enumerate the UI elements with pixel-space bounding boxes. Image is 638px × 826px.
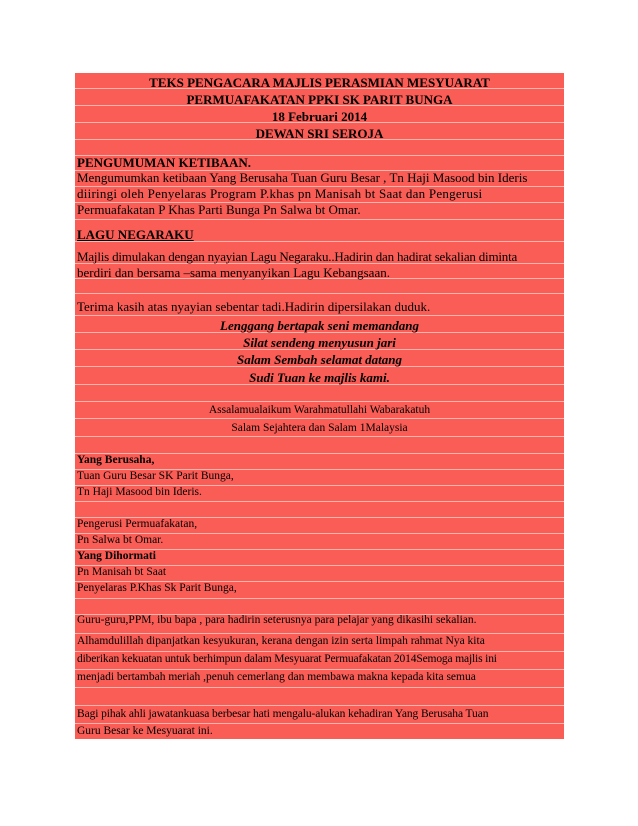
row-divider [75, 598, 564, 599]
paragraph-line: Tn Haji Masood bin Ideris. [77, 486, 202, 498]
paragraph-line: Guru-guru,PPM, ibu bapa , para hadirin seterusnya para pelajar yang dikasihi sekalian. [77, 614, 477, 626]
row-divider [75, 687, 564, 688]
paragraph-line: Pn Manisah bt Saat [77, 566, 167, 578]
paragraph-line: Guru Besar ke Mesyuarat ini. [77, 725, 213, 737]
document-title-line2: PERMUAFAKATAN PPKI SK PARIT BUNGA [186, 92, 453, 107]
row-divider [75, 633, 564, 634]
paragraph-line: Bagi pihak ahli jawatankuasa berbesar hati mengalu-alukan kehadiran Yang Berusaha Tuan [77, 708, 489, 720]
paragraph-line: Alhamdulillah dipanjatkan kesyukuran, kerana dengan izin serta limpah rahmat Nya kita [77, 635, 485, 647]
pantun-line: Lenggang bertapak seni memandang [220, 318, 419, 333]
document-date: 18 Februari 2014 [271, 109, 368, 124]
paragraph-line: berdiri dan bersama –sama menyanyikan Lagu Kebangsaan. [77, 265, 390, 280]
row-divider [75, 418, 564, 419]
section-heading-lagu: LAGU NEGARAKU [77, 227, 194, 242]
paragraph-line: Penyelaras P.Khas Sk Parit Bunga, [77, 582, 237, 594]
row-divider [75, 293, 564, 294]
paragraph-line: Tuan Guru Besar SK Parit Bunga, [77, 470, 234, 482]
salam-line: Assalamualaikum Warahmatullahi Wabarakatuh [208, 404, 431, 416]
document-page [75, 73, 564, 739]
paragraph-line: Permuafakatan P Khas Parti Bunga Pn Salwa bt Omar. [77, 202, 361, 217]
salam-line: Salam Sejahtera dan Salam 1Malaysia [231, 422, 408, 434]
paragraph-line: Pengerusi Permuafakatan, [77, 518, 198, 530]
document-title-line1: TEKS PENGACARA MAJLIS PERASMIAN MESYUARAT [149, 75, 490, 90]
row-divider [75, 669, 564, 670]
row-divider [75, 705, 564, 706]
row-divider [75, 219, 564, 220]
paragraph-line: menjadi bertambah meriah ,penuh cemerlang dan membawa makna kepada kita semua [77, 671, 476, 683]
paragraph-line: Pn Salwa bt Omar. [77, 534, 164, 546]
row-divider [75, 723, 564, 724]
paragraph-line: Majlis dimulakan dengan nyayian Lagu Negaraku..Hadirin dan hadirat sekalian diminta [77, 249, 518, 264]
pantun-line: Salam Sembah selamat datang [236, 352, 403, 367]
section-heading-dihormati: Yang Dihormati [77, 550, 156, 562]
paragraph-line: Terima kasih atas nyayian sebentar tadi.Hadirin dipersilakan duduk. [77, 299, 431, 314]
section-heading-berusaha: Yang Berusaha, [77, 454, 155, 466]
row-divider [75, 436, 564, 437]
paragraph-line: diberikan kekuatan untuk berhimpun dalam Mesyuarat Permuafakatan 2014Semoga majlis ini [77, 653, 497, 665]
row-divider [75, 315, 564, 316]
row-divider [75, 651, 564, 652]
row-divider [75, 501, 564, 502]
paragraph-line: diiringi oleh Penyelaras Program P.khas pn Manisah bt Saat dan Pengerusi [77, 186, 483, 201]
row-divider [75, 401, 564, 402]
document-venue: DEWAN SRI SEROJA [255, 126, 384, 141]
paragraph-line: Mengumumkan ketibaan Yang Berusaha Tuan Guru Besar , Tn Haji Masood bin Ideris [77, 170, 528, 185]
pantun-line: Sudi Tuan ke majlis kami. [249, 370, 390, 385]
pantun-line: Silat sendeng menyusun jari [243, 335, 396, 350]
section-heading-pengumuman: PENGUMUMAN KETIBAAN. [77, 155, 252, 170]
